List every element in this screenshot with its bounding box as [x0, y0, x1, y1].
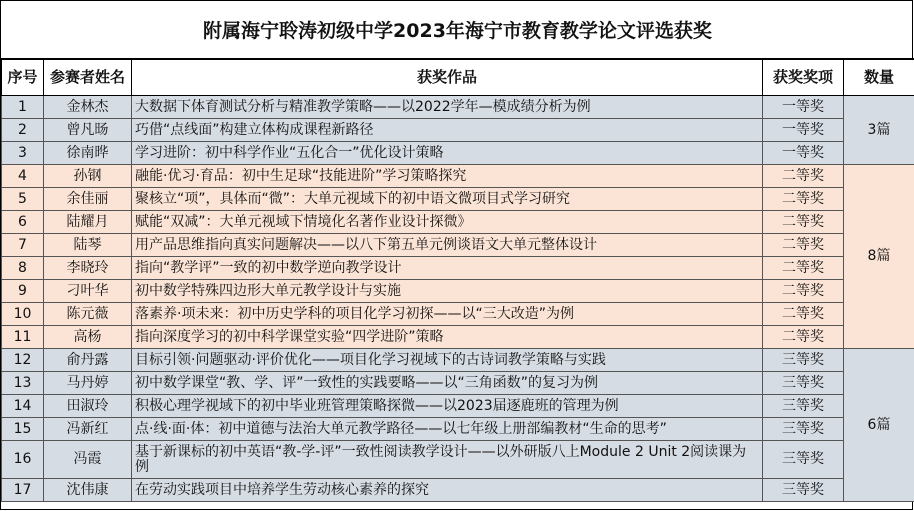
cell-award[interactable]: 一等奖	[763, 96, 844, 119]
cell-no[interactable]: 7	[2, 234, 44, 257]
table-row	[2, 188, 914, 211]
cell-name[interactable]: 金林杰	[44, 96, 132, 119]
table-row	[2, 119, 914, 142]
table-row	[2, 257, 914, 280]
cell-no[interactable]: 14	[2, 395, 44, 418]
cell-no[interactable]: 5	[2, 188, 44, 211]
cell-no[interactable]: 10	[2, 303, 44, 326]
cell-award[interactable]: 二等奖	[763, 257, 844, 280]
cell-no[interactable]: 1	[2, 96, 44, 119]
cell-work[interactable]: 指向“教学评”一致的初中数学逆向教学设计	[132, 257, 763, 280]
cell-name[interactable]: 徐南晔	[44, 142, 132, 165]
cell-work[interactable]: 在劳动实践项目中培养学生劳动核心素养的探究	[132, 479, 763, 502]
cell-work[interactable]: 用产品思维指向真实问题解决——以八下第五单元例谈语文大单元整体设计	[132, 234, 763, 257]
table-row	[2, 395, 914, 418]
cell-award[interactable]: 二等奖	[763, 280, 844, 303]
cell-work[interactable]: 初中数学课堂“教、学、评”一致性的实践要略——以“三角函数”的复习为例	[132, 372, 763, 395]
table-row	[2, 142, 914, 165]
cell-no[interactable]: 15	[2, 418, 44, 441]
cell-work[interactable]: 积极心理学视域下的初中毕业班管理策略探微——以2023届逐鹿班的管理为例	[132, 395, 763, 418]
header-name: 参赛者姓名	[44, 60, 132, 96]
cell-work[interactable]: 赋能“双减”：大单元视域下情境化名著作业设计探微》	[132, 211, 763, 234]
cell-no[interactable]: 17	[2, 479, 44, 502]
header-count: 数量	[844, 60, 914, 96]
table-body	[2, 96, 914, 502]
cell-name[interactable]: 马丹婷	[44, 372, 132, 395]
cell-work[interactable]: 学习进阶：初中科学作业“五化合一”优化设计策略	[132, 142, 763, 165]
cell-name[interactable]: 李晓玲	[44, 257, 132, 280]
cell-award[interactable]: 一等奖	[763, 119, 844, 142]
header-row	[2, 60, 914, 96]
cell-work[interactable]: 聚核立“项”，具体而“微”：大单元视域下的初中语文微项目式学习研究	[132, 188, 763, 211]
cell-work[interactable]: 基于新课标的初中英语“教-学-评”一致性阅读教学设计——以外研版八上Module 2 Unit 2阅读课为例	[132, 441, 763, 479]
cell-award[interactable]: 二等奖	[763, 211, 844, 234]
cell-no[interactable]: 16	[2, 441, 44, 479]
award-table	[1, 59, 914, 502]
cell-name[interactable]: 陆耀月	[44, 211, 132, 234]
cell-award[interactable]: 三等奖	[763, 349, 844, 372]
cell-work[interactable]: 巧借“点线面”构建立体构成课程新路径	[132, 119, 763, 142]
cell-award[interactable]: 一等奖	[763, 142, 844, 165]
cell-no[interactable]: 11	[2, 326, 44, 349]
cell-award[interactable]: 三等奖	[763, 479, 844, 502]
header-work: 获奖作品	[132, 60, 763, 96]
cell-name[interactable]: 陈元薇	[44, 303, 132, 326]
cell-name[interactable]: 田淑玲	[44, 395, 132, 418]
cell-no[interactable]: 8	[2, 257, 44, 280]
cell-award[interactable]: 二等奖	[763, 188, 844, 211]
table-row	[2, 96, 914, 119]
cell-name[interactable]: 高杨	[44, 326, 132, 349]
cell-no[interactable]: 12	[2, 349, 44, 372]
table-row	[2, 165, 914, 188]
cell-name[interactable]: 沈伟康	[44, 479, 132, 502]
table-row	[2, 441, 914, 479]
cell-award[interactable]: 二等奖	[763, 234, 844, 257]
header-award: 获奖奖项	[763, 60, 844, 96]
cell-work[interactable]: 点·线·面·体：初中道德与法治大单元教学路径——以七年级上册部编教材“生命的思考”	[132, 418, 763, 441]
table-row	[2, 234, 914, 257]
table-row	[2, 303, 914, 326]
cell-no[interactable]: 4	[2, 165, 44, 188]
cell-name[interactable]: 孙钢	[44, 165, 132, 188]
cell-name[interactable]: 曾凡旸	[44, 119, 132, 142]
table-row	[2, 349, 914, 372]
cell-award[interactable]: 二等奖	[763, 303, 844, 326]
cell-work[interactable]: 落素养·项未来：初中历史学科的项目化学习初探——以“三大改造”为例	[132, 303, 763, 326]
cell-work[interactable]: 指向深度学习的初中科学课堂实验“四学进阶”策略	[132, 326, 763, 349]
table-row	[2, 326, 914, 349]
cell-award[interactable]: 二等奖	[763, 326, 844, 349]
cell-name[interactable]: 冯霞	[44, 441, 132, 479]
cell-award[interactable]: 三等奖	[763, 418, 844, 441]
table-title: 附属海宁聆涛初级中学2023年海宁市教育教学论文评选获奖	[1, 1, 914, 59]
table-row	[2, 211, 914, 234]
table-row	[2, 418, 914, 441]
table-row	[2, 280, 914, 303]
cell-award[interactable]: 二等奖	[763, 165, 844, 188]
cell-no[interactable]: 6	[2, 211, 44, 234]
table-row	[2, 372, 914, 395]
cell-work[interactable]: 大数据下体育测试分析与精准教学策略——以2022学年—模成绩分析为例	[132, 96, 763, 119]
cell-name[interactable]: 余佳丽	[44, 188, 132, 211]
cell-award[interactable]: 三等奖	[763, 395, 844, 418]
cell-no[interactable]: 2	[2, 119, 44, 142]
cell-no[interactable]: 13	[2, 372, 44, 395]
cell-no[interactable]: 9	[2, 280, 44, 303]
cell-count[interactable]: 3篇	[844, 96, 914, 165]
cell-name[interactable]: 俞丹露	[44, 349, 132, 372]
table-row	[2, 479, 914, 502]
cell-award[interactable]: 三等奖	[763, 441, 844, 479]
cell-award[interactable]: 三等奖	[763, 372, 844, 395]
cell-name[interactable]: 陆琴	[44, 234, 132, 257]
cell-work[interactable]: 初中数学特殊四边形大单元教学设计与实施	[132, 280, 763, 303]
cell-name[interactable]: 冯新红	[44, 418, 132, 441]
cell-no[interactable]: 3	[2, 142, 44, 165]
cell-work[interactable]: 融能·优习·育品：初中生足球“技能进阶”学习策略探究	[132, 165, 763, 188]
cell-work[interactable]: 目标引领·问题驱动·评价优化——项目化学习视域下的古诗词教学策略与实践	[132, 349, 763, 372]
cell-name[interactable]: 刁叶华	[44, 280, 132, 303]
cell-count[interactable]: 8篇	[844, 165, 914, 349]
cell-count[interactable]: 6篇	[844, 349, 914, 502]
header-no: 序号	[2, 60, 44, 96]
